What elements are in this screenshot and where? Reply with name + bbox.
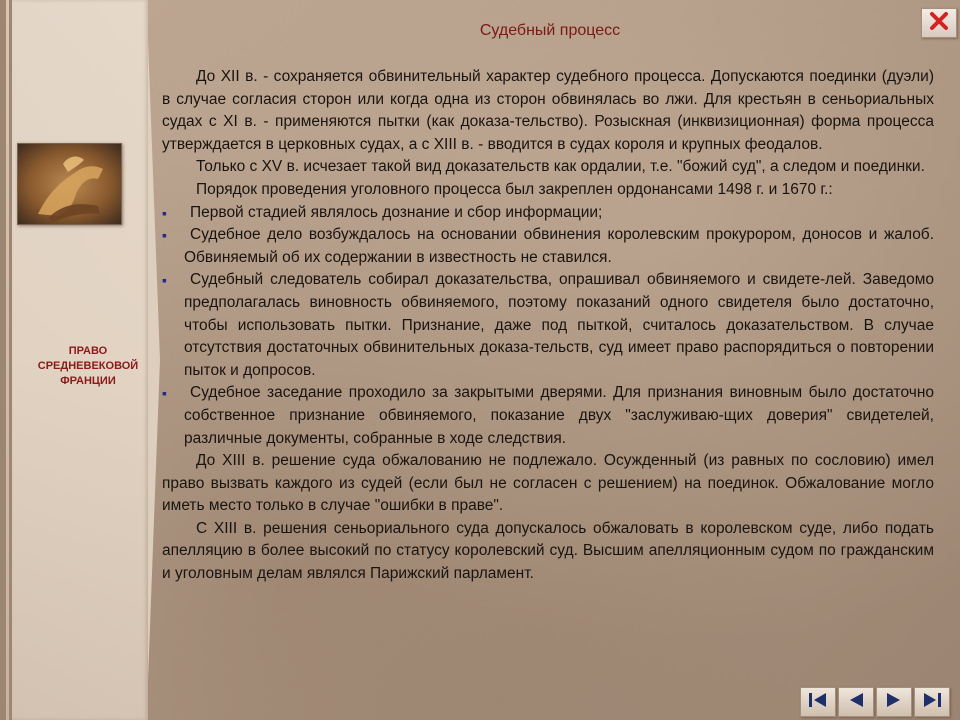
sidebar-label: ПРАВО СРЕДНЕВЕКОВОЙ ФРАНЦИИ (37, 345, 139, 387)
next-slide-button[interactable] (876, 687, 912, 717)
bullet-icon: ▪ (162, 204, 167, 221)
last-icon (920, 690, 944, 715)
list-item-text: Судебное дело возбуждалось на основании обвинения королевским прокурором, доносов и жалоб. Обвиняемый об их содержании в известность не ставился. (184, 226, 934, 266)
navigation-bar (800, 687, 950, 717)
list-item (162, 224, 934, 269)
bullet-icon: ▪ (162, 385, 167, 402)
paragraph: До XII в. - сохраняется обвинительный характер судебного процесса. Допускаются поединки (дуэли) в случае согласия сторон или когда одна из сторон обвинялась во лжи. Для крестьян в сеньориальных судах с XI в. - применяются пытки (как доказа-тельство). Розыскная (инквизиционная) форма процесса утверждается в церковных судах, а с XIII в. - вводится в судах короля и крупных феодалов. (162, 68, 934, 153)
paragraph: С XIII в. решения сеньориального суда допускалось обжаловать в королевском суде, либо подать апелляцию в более высокий по статусу королевский суд. Высшим апелляционным судом по гражданским и уголовным делам являлся Парижский парламент. (162, 519, 934, 583)
sidebar (0, 0, 148, 720)
last-slide-button[interactable] (914, 687, 950, 717)
content-body (162, 66, 934, 586)
list-item-text: Первой стадией являлось дознание и сбор информации; (190, 203, 603, 221)
page-title: Судебный процесс (479, 22, 621, 39)
list-item (162, 382, 934, 450)
list-item (162, 202, 934, 225)
close-button[interactable] (921, 8, 957, 38)
bullet-list (162, 202, 934, 451)
prev-icon (844, 690, 868, 715)
bullet-icon: ▪ (162, 227, 167, 244)
paragraph: До XIII в. решение суда обжалованию не подлежало. Осужденный (из равных по сословию) имел право вызвать каждого из судей (если был не согласен с решением) на поединок. Обжалование могло иметь место только в случае "ошибки в праве". (162, 452, 934, 515)
list-item-text: Судебное заседание проходило за закрытыми дверями. Для признания виновным было достаточно собственное признание обвиняемого, показание двух "заслуживаю-щих доверия" свидетелей, различные документы, собранные в ходе следствия. (184, 384, 934, 447)
list-item-text: Судебный следователь собирал доказательства, опрашивал обвиняемого и свидете-лей. Заведомо предполагалась виновность обвиняемого, поэтому показаний одного свидетеля было достаточно, чтобы использовать пытки. Признание, даже под пыткой, считалось доказательством. В случае отсутствия достаточных обвинительных доказа-тельств, суд имеет право распорядиться о повторении пыток и допросов. (184, 271, 934, 379)
sidebar-stripe (6, 0, 9, 720)
paragraph: Только с XV в. исчезает такой вид доказательств как ордалии, т.е. "божий суд", а следом и поединки. (196, 158, 925, 176)
first-slide-button[interactable] (800, 687, 836, 717)
bullet-icon: ▪ (162, 272, 167, 289)
list-item (162, 269, 934, 382)
first-icon (806, 690, 830, 715)
prev-slide-button[interactable] (838, 687, 874, 717)
medieval-figure-icon (17, 143, 122, 225)
paragraph: Порядок проведения уголовного процесса был закреплен ордонансами 1498 г. и 1670 г.: (196, 180, 833, 198)
next-icon (882, 690, 906, 715)
close-icon (928, 10, 950, 37)
